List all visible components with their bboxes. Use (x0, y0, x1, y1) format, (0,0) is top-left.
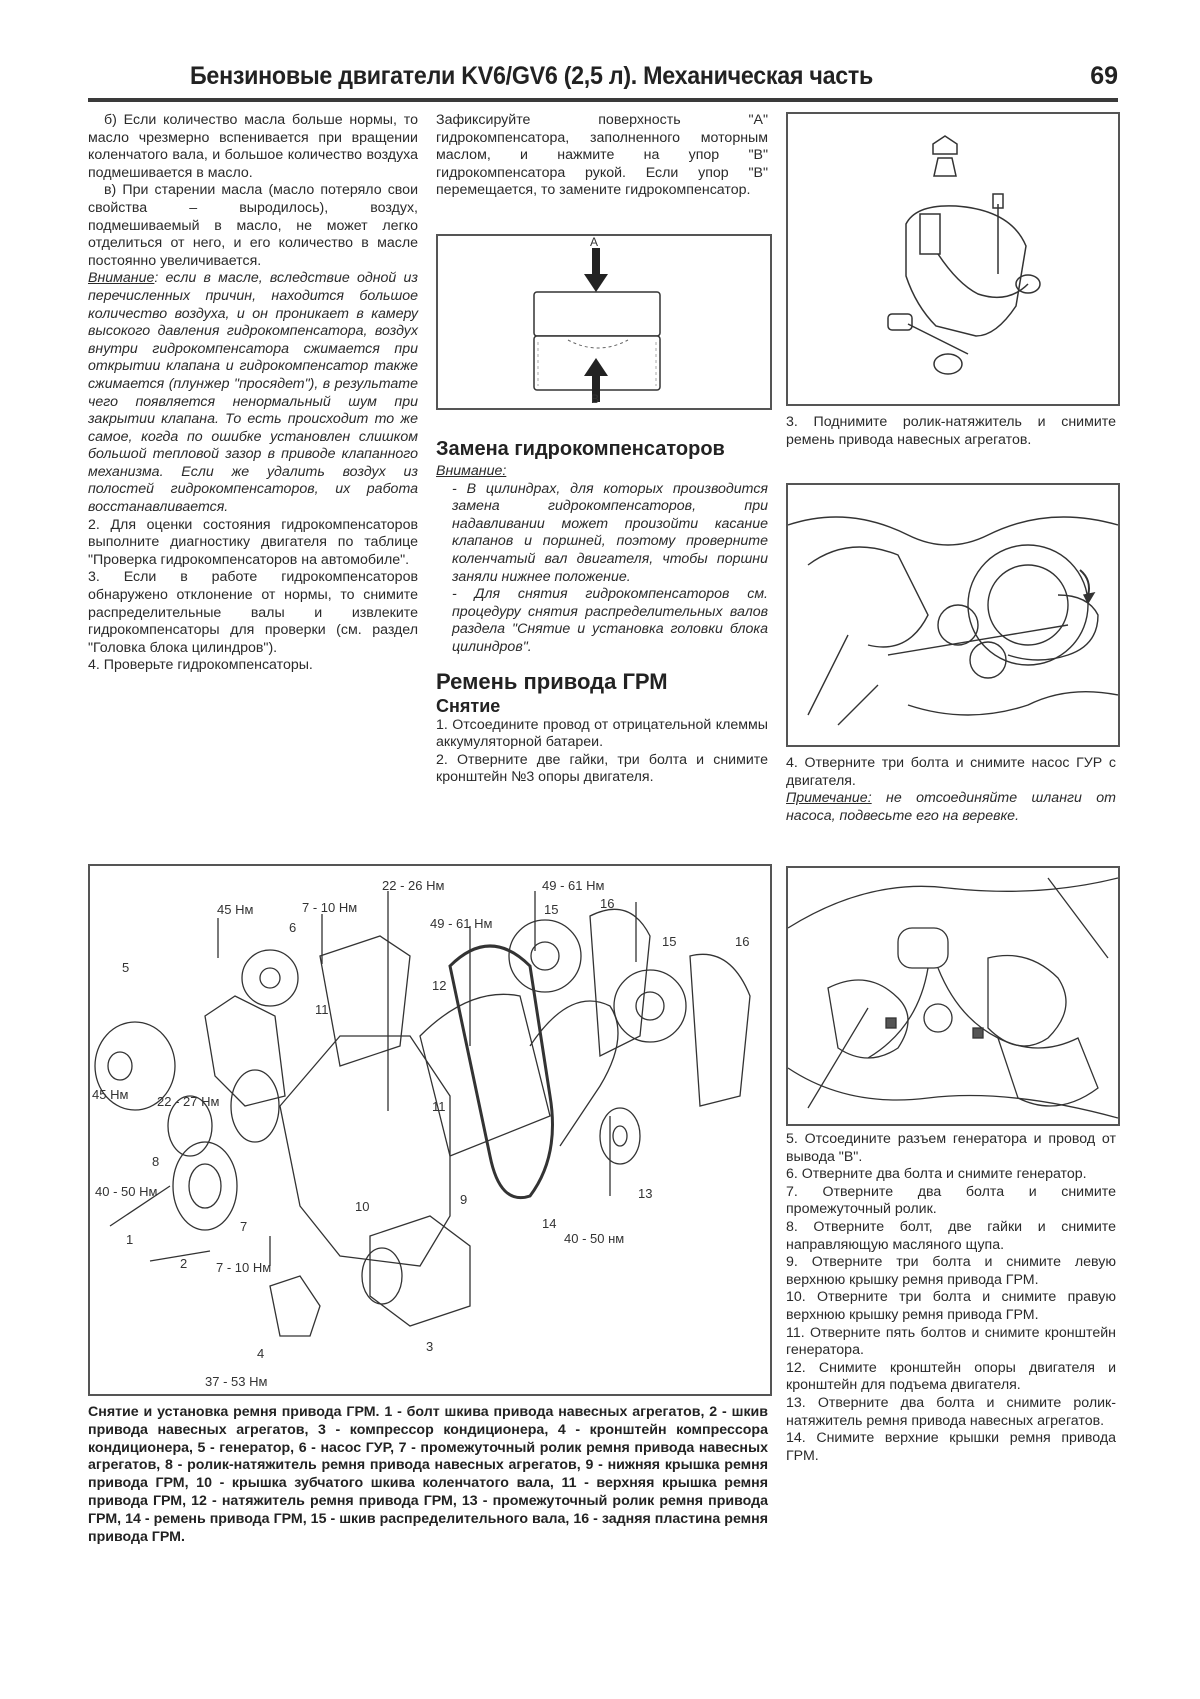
attention-item-1: - В цилиндрах, для которых производится замена гидрокомпенсаторов, при надавливании может произойти касание клапанов и поршней, поэтому проверните коленчатый вал двигателя, чтобы поршни заняли нижнее положение. (452, 480, 768, 585)
paragraph-v: в) При старении масла (масло потеряло свои свойства – выродилось), воздух, подмешиваемый в масло, не может легко отделиться от него, и его количество в масле постоянно увеличивается. (88, 182, 418, 269)
figure-tensioner-bracket (786, 112, 1120, 406)
column-right-steps (786, 1131, 1116, 1465)
torque-label: 22 - 26 Нм (382, 878, 445, 893)
attention-label: Внимание (88, 270, 155, 287)
figure-timing-belt-exploded (88, 864, 772, 1396)
removal-step-14: 14. Снимите верхние крышки ремня привода ГРМ. (786, 1430, 1116, 1464)
attention-note: Внимание: если в масле, вследствие одной из перечисленных причин, находится большое количество воздуха, и он проникает в камеру высокого давления гидрокомпенсатора, воздух внутри гидрокомпенсатора сжимается при открытии клапана и гидрокомпенсатор также сжимается (плунжер "просядет"), в результате чего появляется ненормальный шум при закрытии клапана. То есть происходит то же самое, когда по ошибке установлен слишком большой тепловой зазор в приводе клапанного механизма. Если же удалить воздух из полостей гидрокомпенсаторов, их работа восстанавливается. (88, 270, 418, 516)
figure-caption: Снятие и установка ремня привода ГРМ. 1 - болт шкива привода навесных агрегатов, 2 - шкив привода навесных агрегатов, 3 - компрессор кондиционера, 4 - кронштейн компрессора кондиционера, 5 - генератор, 6 - насос ГУР, 7 - промежуточный ролик ремня привода навесных агрегатов, 8 - ролик-натяжитель ремня привода навесных агрегатов, 9 - нижняя крышка ремня привода ГРМ, 10 - крышка зубчатого шкива коленчатого вала, 11 - верхняя крышка ремня привода ГРМ, 12 - натяжитель ремня привода ГРМ, 13 - промежуточный ролик ремня привода ГРМ, 14 - ремень привода ГРМ, 15 - шкив распределительного вала, 16 - задняя пластина ремня привода ГРМ. (88, 1404, 768, 1545)
part-label: 16 (600, 896, 615, 911)
part-label: 2 (180, 1256, 188, 1271)
part-label: 15 (544, 902, 559, 917)
part-label: 12 (432, 978, 447, 993)
removal-step-13: 13. Отверните два болта и снимите ролик-натяжитель ремня привода навесных агрегатов. (786, 1394, 1116, 1429)
part-label: 15 (662, 934, 677, 949)
removal-step-12: 12. Снимите кронштейн опоры двигателя и кронштейн для подъема двигателя. (786, 1359, 1116, 1394)
figure-tensioner-lift (786, 483, 1120, 747)
remark-note: Примечание: не отсоединяйте шланги от насоса, подвесьте его на веревке. (786, 790, 1116, 824)
attention-item-2: - Для снятия гидрокомпенсаторов см. процедуру снятия распределительных валов раздела "Снятие и установка головки блока цилиндров". (452, 586, 768, 655)
removal-step-4: 4. Отверните три болта и снимите насос ГУР с двигателя. (786, 755, 1116, 789)
torque-label: 49 - 61 Нм (430, 916, 493, 931)
part-label: 11 (315, 1002, 329, 1017)
torque-label: 22 - 27 Нм (157, 1094, 220, 1109)
tensioner-lift-drawing (788, 485, 1118, 745)
part-label: 4 (257, 1346, 265, 1361)
torque-label: 7 - 10 Нм (302, 900, 358, 915)
figure-generator-area (786, 866, 1120, 1126)
removal-step-8: 8. Отверните болт, две гайки и снимите направляющую масляного щупа. (786, 1218, 1116, 1253)
step-4: 4. Проверьте гидрокомпенсаторы. (88, 657, 313, 674)
column-right-step3 (786, 414, 1116, 449)
page-title: Бензиновые двигатели KV6/GV6 (2,5 л). Механическая часть (190, 62, 873, 90)
torque-label: 40 - 50 нм (564, 1231, 625, 1246)
part-label: 13 (638, 1186, 653, 1201)
part-label: 10 (355, 1199, 370, 1214)
torque-label: 45 Нм (217, 902, 254, 917)
label-b: B (591, 392, 600, 406)
removal-step-10: 10. Отверните три болта и снимите правую верхнюю крышку ремня привода ГРМ. (786, 1289, 1116, 1323)
part-label: 3 (426, 1339, 434, 1354)
part-label: 1 (126, 1232, 134, 1247)
torque-label: 40 - 50 Нм (95, 1184, 158, 1199)
section-heading-timing-belt: Ремень привода ГРМ (436, 668, 668, 694)
removal-step-3: 3. Поднимите ролик-натяжитель и снимите ремень привода навесных агрегатов. (786, 414, 1116, 448)
attention-label: Внимание: (436, 463, 507, 479)
generator-area-drawing (788, 868, 1118, 1124)
part-label: 14 (542, 1216, 557, 1231)
remark-label: Примечание: (786, 790, 872, 807)
part-label: 5 (122, 960, 130, 975)
step-2: 2. Для оценки состояния гидрокомпенсаторов выполните диагностику двигателя по таблице "Проверка гидрокомпенсаторов на автомобиле". (88, 516, 418, 568)
section-heading-lifter-replacement: Замена гидрокомпенсаторов (436, 438, 725, 460)
page-header (88, 62, 1118, 102)
removal-step-2: 2. Отверните две гайки, три болта и снимите кронштейн №3 опоры двигателя. (436, 751, 768, 786)
column-middle (436, 112, 768, 200)
column-left (88, 112, 418, 675)
part-label: 7 (240, 1219, 248, 1234)
step-3: 3. Если в работе гидрокомпенсаторов обнаружено отклонение от нормы, то снимите распределительные валы и извлеките гидрокомпенсаторы для проверки (см. раздел "Головка блока цилиндров"). (88, 569, 418, 656)
removal-step-11: 11. Отверните пять болтов и снимите кронштейн генератора. (786, 1324, 1116, 1359)
torque-label: 49 - 61 Нм (542, 878, 605, 893)
label-a: A (590, 235, 599, 249)
removal-step-1: 1. Отсоедините провод от отрицательной клеммы аккумуляторной батареи. (436, 716, 768, 751)
part-label: 8 (152, 1154, 160, 1169)
column-middle-lower (436, 437, 768, 787)
header-rule (88, 98, 1118, 102)
check-instructions: Зафиксируйте поверхность "А" гидрокомпенсатора, заполненного моторным маслом, и нажмите на упор "В" гидрокомпенсатора рукой. Если упор "В" перемещается, то замените гидрокомпенсатор. (436, 112, 768, 199)
part-label: 6 (289, 920, 297, 935)
part-label: 11 (432, 1099, 446, 1114)
figure-lifter-test (436, 234, 772, 410)
removal-step-5: 5. Отсоедините разъем генератора и провод от вывода "В". (786, 1131, 1116, 1165)
removal-step-6: 6. Отверните два болта и снимите генератор. (786, 1166, 1087, 1183)
part-label: 9 (460, 1192, 468, 1207)
removal-step-9: 9. Отверните три болта и снимите левую верхнюю крышку ремня привода ГРМ. (786, 1254, 1116, 1288)
part-label: 16 (735, 934, 750, 949)
page-number: 69 (1090, 62, 1118, 90)
paragraph-b: б) Если количество масла больше нормы, то масло чрезмерно вспенивается при вращении коленчатого вала, и большое количество воздуха подмешивается в масло. (88, 112, 418, 181)
torque-label: 7 - 10 Нм (216, 1260, 272, 1275)
subheading-removal: Снятие (436, 695, 501, 716)
tensioner-bracket-drawing (788, 114, 1118, 404)
removal-step-7: 7. Отверните два болта и снимите промежуточный ролик. (786, 1183, 1116, 1218)
torque-label: 45 Нм (92, 1087, 129, 1102)
torque-label: 37 - 53 Нм (205, 1374, 268, 1389)
lifter-diagram (438, 236, 770, 408)
column-right-step4 (786, 755, 1116, 825)
